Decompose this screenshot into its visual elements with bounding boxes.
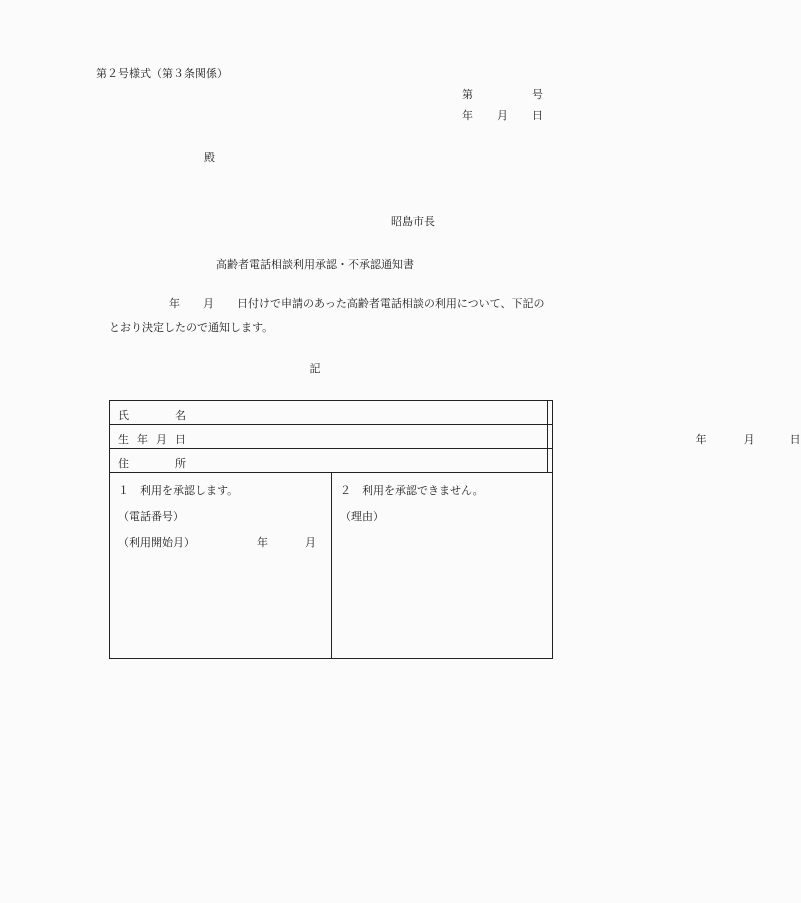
addressee-honorific: 殿: [204, 151, 215, 164]
birth-row: [110, 425, 553, 449]
name-label: [110, 401, 548, 425]
address-label: [110, 449, 548, 473]
birth-month: 月: [743, 433, 755, 446]
name-row: [110, 401, 553, 425]
body-year: 年: [169, 297, 180, 310]
approve-start-month: 月: [305, 536, 316, 549]
birth-label: [110, 425, 548, 449]
name-value[interactable]: [547, 401, 552, 425]
birth-label-1: 生: [118, 433, 129, 446]
address-label-1: 住: [118, 457, 129, 470]
issue-date-year: 年: [462, 109, 473, 122]
document-number-prefix: 第: [462, 88, 473, 101]
birth-day: 日: [789, 433, 801, 446]
birth-label-2: 年: [137, 433, 148, 446]
body-text-line-2: とおり決定したので通知します。: [109, 321, 274, 334]
deny-reason-label: （理由）: [340, 510, 384, 523]
approve-start-label: （利用開始月）: [118, 536, 195, 549]
approve-phone-label: （電話番号）: [118, 510, 184, 523]
birth-label-4: 日: [175, 433, 186, 446]
decision-table: [109, 400, 801, 659]
form-label: 第２号様式（第３条関係）: [96, 67, 228, 80]
name-label-1: 氏: [118, 409, 129, 422]
address-row: [110, 449, 553, 473]
name-label-2: 名: [175, 409, 186, 422]
address-label-2: 所: [175, 457, 186, 470]
issuer-name: 昭島市長: [391, 215, 435, 228]
document-number-suffix: 号: [532, 88, 543, 101]
body-month: 月: [203, 297, 214, 310]
issue-date-day: 日: [532, 109, 543, 122]
ki-heading: 記: [309, 362, 321, 375]
birth-label-3: 月: [156, 433, 167, 446]
approve-heading: １ 利用を承認します。: [118, 484, 239, 497]
deny-heading: ２ 利用を承認できません。: [340, 484, 484, 497]
approve-cell: [110, 473, 332, 658]
deny-cell: [332, 473, 552, 658]
birth-year: 年: [695, 433, 707, 446]
approve-start-year: 年: [257, 536, 268, 549]
birth-value[interactable]: [547, 425, 801, 449]
body-text-rest: 日付けで申請のあった高齢者電話相談の利用について、下記の: [237, 297, 545, 310]
document-title: 高齢者電話相談利用承認・不承認通知書: [216, 258, 414, 271]
address-value[interactable]: [547, 449, 552, 473]
issue-date-month: 月: [497, 109, 508, 122]
decision-row: [110, 473, 553, 659]
